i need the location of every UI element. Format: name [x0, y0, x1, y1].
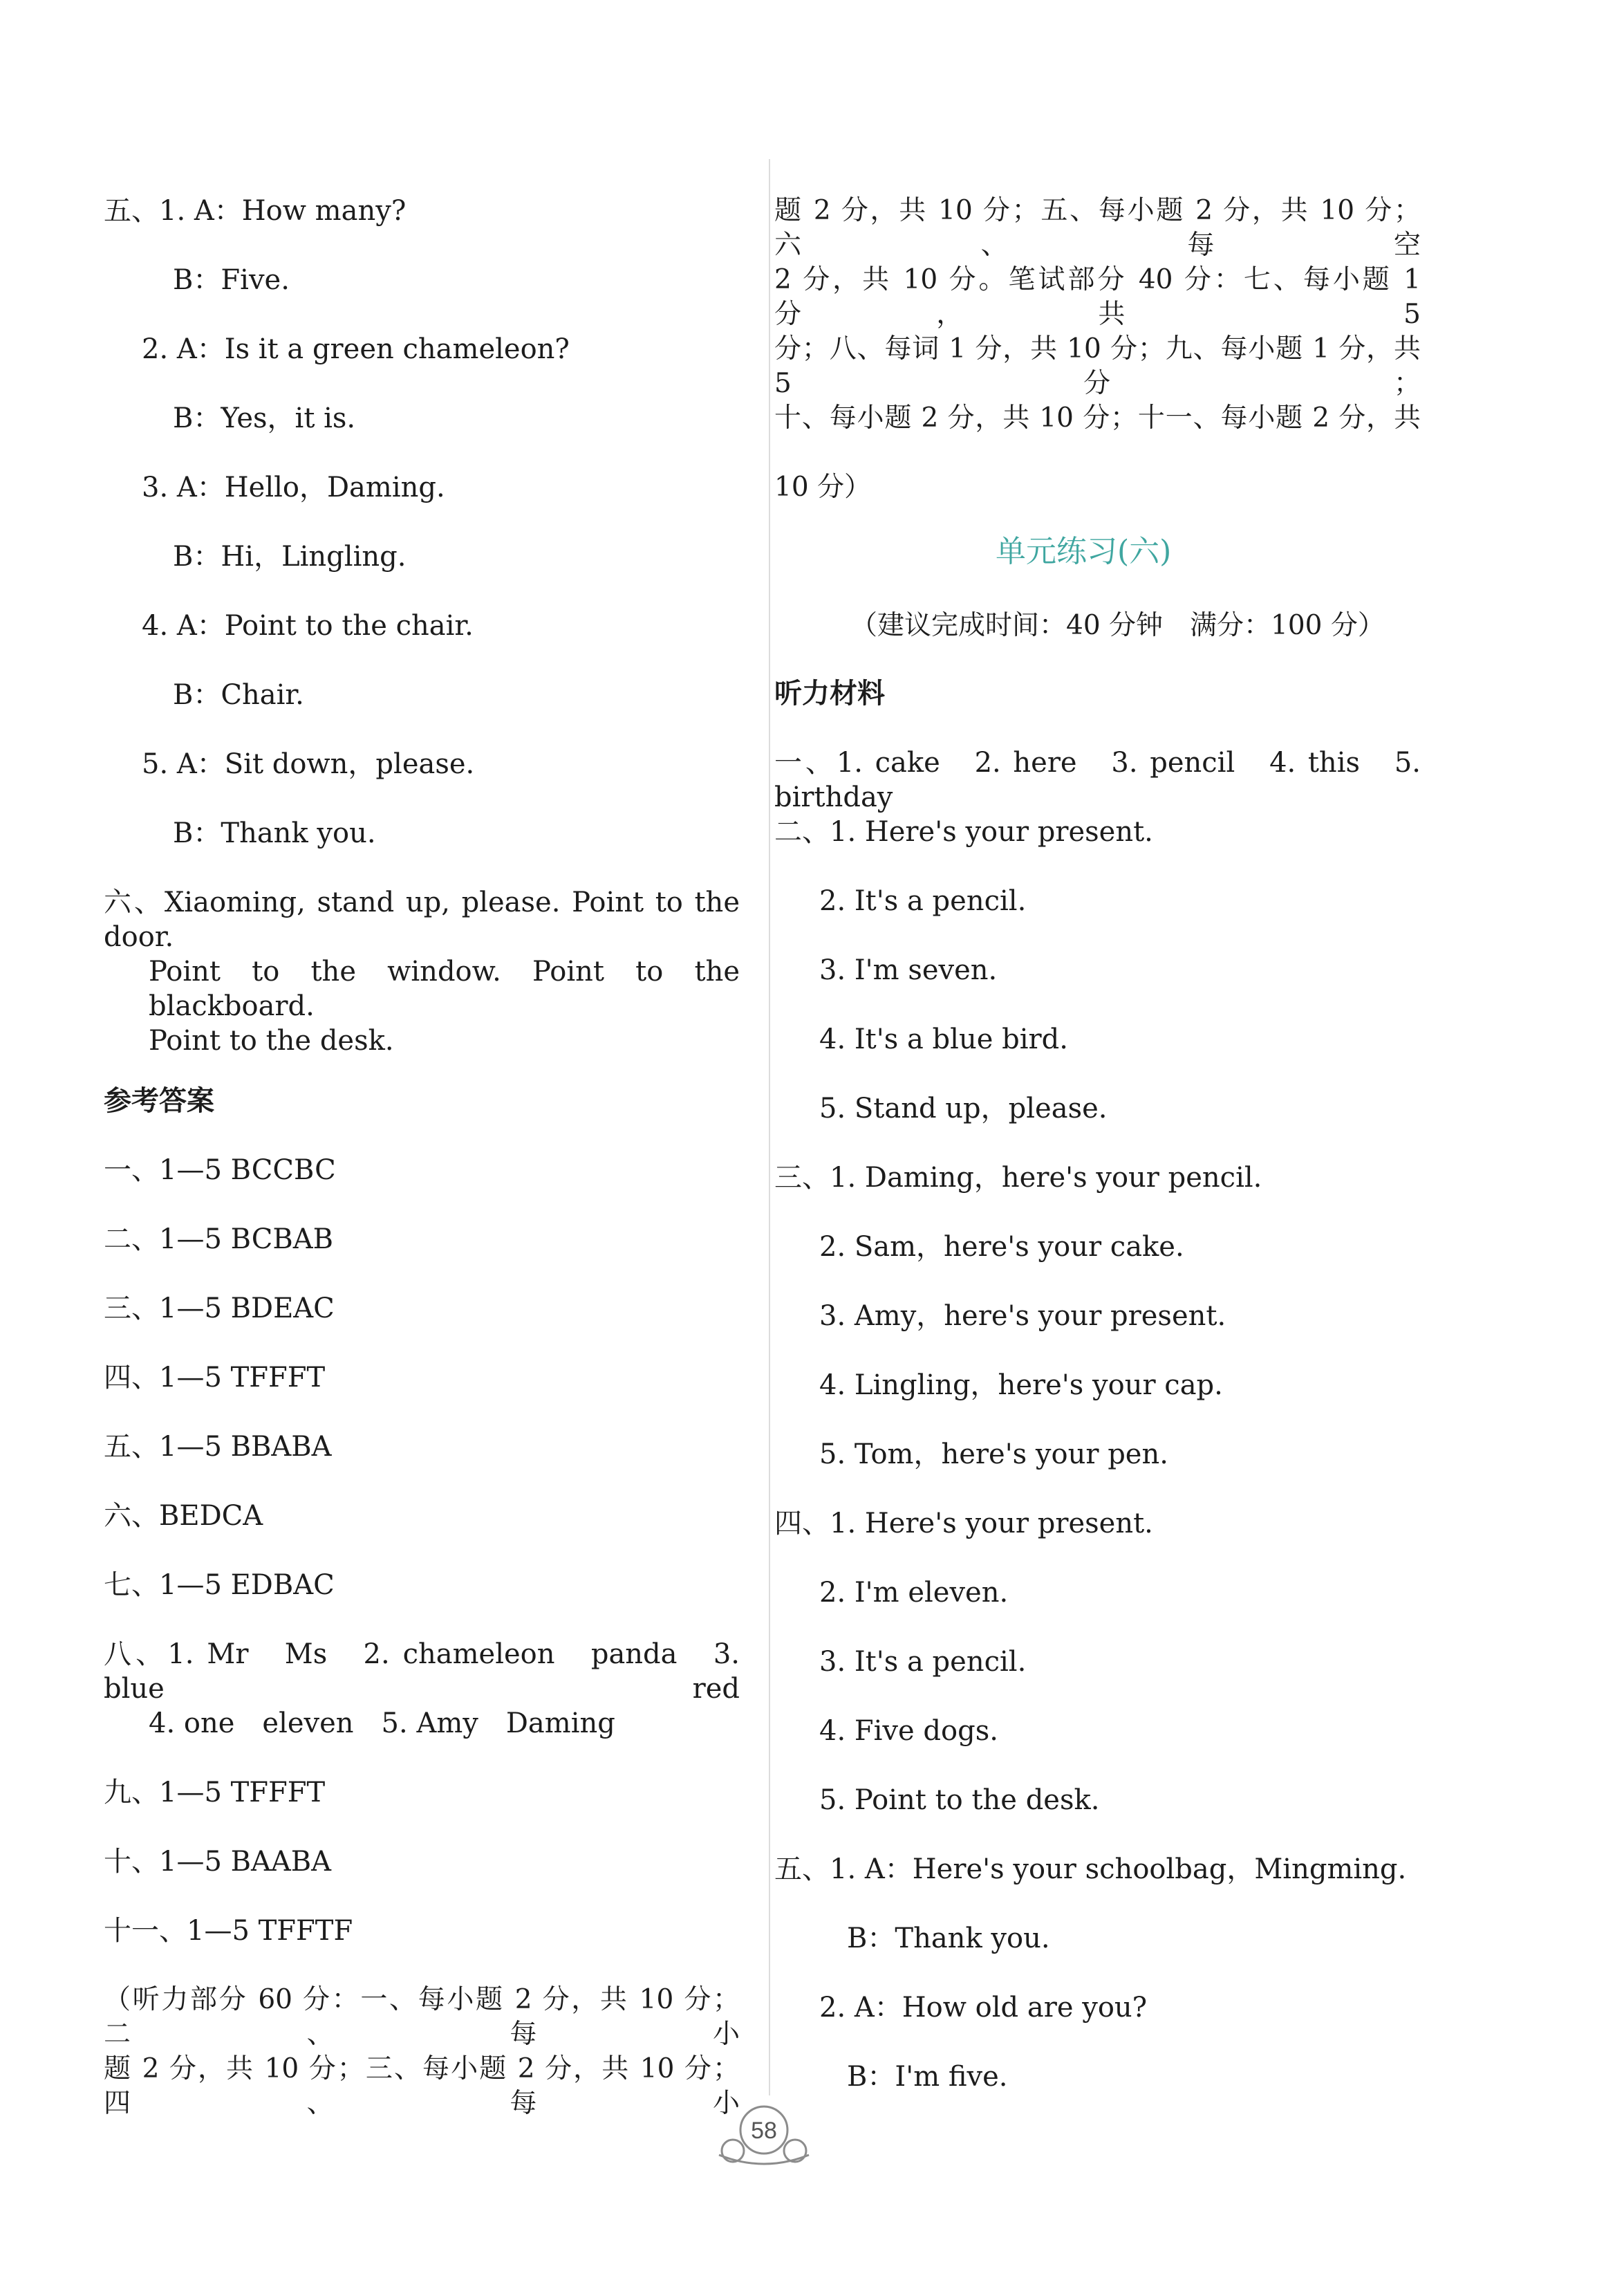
scoring-note-line: 2 分，共 10 分。笔试部分 40 分：七、每小题 1 分，共 5 — [774, 264, 1421, 330]
listening-line: 二、1. Here's your present. — [774, 816, 1153, 848]
answer-line: 四、1—5 TFFFT — [104, 1362, 326, 1394]
scoring-note-line: （听力部分 60 分：一、每小题 2 分，共 10 分；二、每小 — [104, 1984, 740, 2050]
page-number: 58 — [751, 2118, 777, 2144]
answer-line: 一、1—5 BCCBC — [104, 1154, 336, 1186]
scoring-note-line: 十、每小题 2 分，共 10 分；十一、每小题 2 分，共 — [774, 402, 1421, 434]
section-6-line: 六、Xiaoming, stand up, please. Point to the door. — [104, 887, 740, 953]
unit-title: 单元练习(六) — [996, 534, 1172, 569]
dialogue-line: B：Hi，Lingling. — [173, 541, 407, 573]
scoring-note-line: 分；八、每词 1 分，共 10 分；九、每小题 1 分，共 5 分； — [774, 333, 1421, 399]
listening-line: 五、1. A：Here's your schoolbag，Mingming. — [774, 1853, 1407, 1885]
answer-line: 八、1. Mr Ms 2. chameleon panda 3. blue red — [104, 1638, 740, 1705]
answer-line: 六、BEDCA — [104, 1500, 263, 1532]
badge-bubble-right — [784, 2140, 806, 2162]
dialogue-line: 五、1. A：How many? — [104, 195, 407, 227]
listening-line: 5. Point to the desk. — [819, 1784, 1100, 1816]
dialogue-line: 5. A：Sit down，please. — [142, 748, 475, 780]
answer-line: 4. one eleven 5. Amy Daming — [149, 1707, 615, 1739]
answer-line: 十、1—5 BAABA — [104, 1846, 332, 1878]
listening-line: 2. Sam，here's your cake. — [819, 1231, 1184, 1263]
listening-line: 3. I'm seven. — [819, 954, 998, 986]
listening-line: 4. It's a blue bird. — [819, 1024, 1068, 1055]
page-number-badge — [705, 2095, 823, 2172]
answers-heading: 参考答案 — [104, 1085, 214, 1117]
unit-subtitle: （建议完成时间：40 分钟 满分：100 分） — [850, 610, 1385, 641]
scoring-note-line: 题 2 分，共 10 分；五、每小题 2 分，共 10 分；六、每空 — [774, 195, 1421, 261]
listening-line: 4. Five dogs. — [819, 1715, 998, 1747]
dialogue-line: B：Chair. — [173, 679, 304, 711]
listening-line: 5. Tom，here's your pen. — [819, 1438, 1168, 1470]
answer-line: 七、1—5 EDBAC — [104, 1569, 335, 1601]
answer-line: 九、1—5 TFFFT — [104, 1777, 326, 1808]
dialogue-line: 2. A：Is it a green chameleon? — [142, 333, 570, 365]
listening-line: 2. A：How old are you? — [819, 1992, 1148, 2024]
scoring-note-line: 10 分） — [774, 472, 872, 503]
listening-line: 四、1. Here's your present. — [774, 1508, 1153, 1539]
answer-line: 五、1—5 BBABA — [104, 1431, 332, 1463]
dialogue-line: B：Thank you. — [173, 817, 376, 849]
listening-line: B：I'm five. — [847, 2061, 1008, 2093]
answer-line: 十一、1—5 TFFTF — [104, 1915, 353, 1947]
listening-line: B：Thank you. — [847, 1923, 1050, 1954]
section-6-line: Point to the window. Point to the blackboard. — [149, 956, 740, 1022]
dialogue-line: B：Five. — [173, 264, 290, 296]
listening-line: 一、1. cake 2. here 3. pencil 4. this 5. birthday — [774, 747, 1421, 813]
listening-line: 三、1. Daming，here's your pencil. — [774, 1162, 1262, 1194]
listening-line: 3. It's a pencil. — [819, 1646, 1027, 1678]
listening-line: 2. I'm eleven. — [819, 1577, 1009, 1609]
listening-line: 3. Amy，here's your present. — [819, 1300, 1226, 1332]
listening-heading: 听力材料 — [774, 678, 885, 710]
listening-line: 2. It's a pencil. — [819, 885, 1027, 917]
scoring-note-line: 题 2 分，共 10 分；三、每小题 2 分，共 10 分；四、每小 — [104, 2053, 740, 2119]
answer-line: 三、1—5 BDEAC — [104, 1293, 335, 1324]
listening-line: 5. Stand up，please. — [819, 1093, 1108, 1124]
dialogue-line: 4. A：Point to the chair. — [142, 610, 474, 642]
dialogue-line: B：Yes，it is. — [173, 402, 356, 434]
badge-bubble-left — [722, 2140, 744, 2162]
listening-line: 4. Lingling，here's your cap. — [819, 1369, 1223, 1401]
dialogue-line: 3. A：Hello，Daming. — [142, 472, 445, 503]
section-6-line: Point to the desk. — [149, 1025, 394, 1057]
answer-line: 二、1—5 BCBAB — [104, 1223, 334, 1255]
column-divider — [769, 159, 770, 2095]
